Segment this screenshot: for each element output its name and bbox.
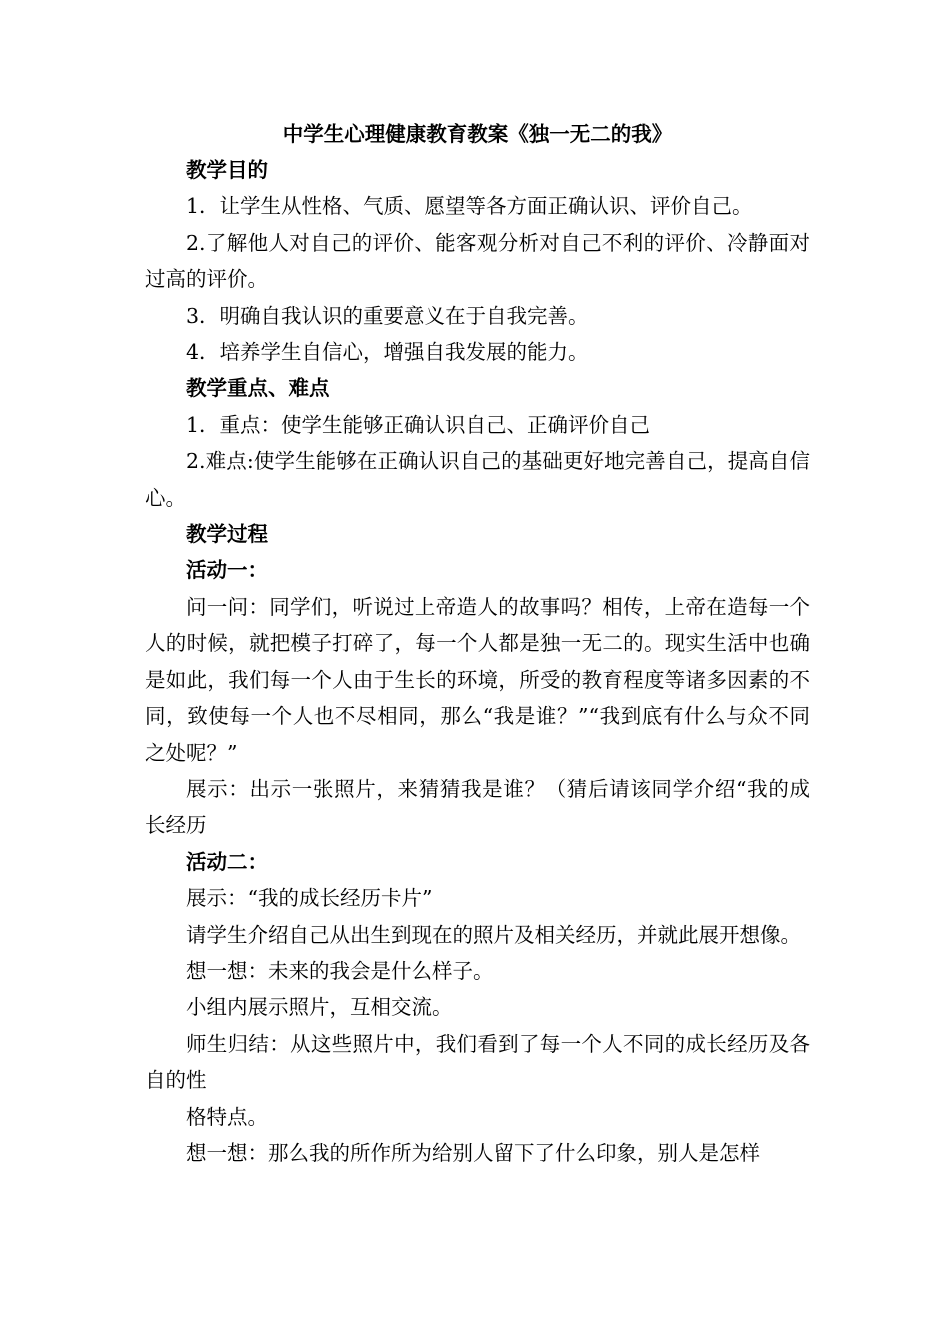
document-page — [145, 116, 810, 1171]
paragraph: 1．重点：使学生能够正确认识自己、正确评价自己 — [186, 412, 651, 437]
paragraph: 问一问：同学们，听说过上帝造人的故事吗？相传，上帝在造每一个人的时候，就把模子打碎了，每一个人都是独一无二的。现实生活中也确是如此，我们每一个人由于生长的环境，所受的教育程度等诸多因素的不同，致使每一个人也不尽相同，那么“我是谁？”“我到底有什么与众不同之处呢？” — [145, 594, 810, 765]
paragraph: 4．培养学生自信心，增强自我发展的能力。 — [186, 340, 589, 365]
paragraph: 想一想：未来的我会是什么样子。 — [186, 958, 494, 983]
paragraph: 格特点。 — [186, 1104, 268, 1129]
paragraph: 展示：“我的成长经历卡片” — [186, 886, 433, 911]
paragraph: 1．让学生从性格、气质、愿望等各方面正确认识、评价自己。 — [186, 194, 753, 219]
paragraph: 2.了解他人对自己的评价、能客观分析对自己不利的评价、冷静面对过高的评价。 — [145, 230, 810, 292]
section-heading-key-points: 教学重点、难点 — [186, 376, 330, 401]
activity-heading-one: 活动一： — [186, 558, 268, 583]
paragraph: 3．明确自我认识的重要意义在于自我完善。 — [186, 303, 589, 328]
section-heading-process: 教学过程 — [186, 522, 268, 547]
paragraph: 师生归结：从这些照片中，我们看到了每一个人不同的成长经历及各自的性 — [145, 1031, 810, 1093]
document-title: 中学生心理健康教育教案《独一无二的我》 — [282, 122, 673, 146]
paragraph: 想一想：那么我的所作所为给别人留下了什么印象，别人是怎样 — [186, 1140, 760, 1165]
paragraph: 展示：出示一张照片，来猜猜我是谁？（猜后请该同学介绍“我的成长经历 — [145, 776, 810, 838]
paragraph: 2.难点:使学生能够在正确认识自己的基础更好地完善自己，提高自信心。 — [145, 449, 810, 510]
paragraph: 小组内展示照片，互相交流。 — [186, 995, 453, 1020]
paragraph: 请学生介绍自己从出生到现在的照片及相关经历，并就此展开想像。 — [186, 922, 801, 947]
section-heading-objectives: 教学目的 — [186, 158, 268, 182]
activity-heading-two: 活动二： — [186, 849, 268, 874]
